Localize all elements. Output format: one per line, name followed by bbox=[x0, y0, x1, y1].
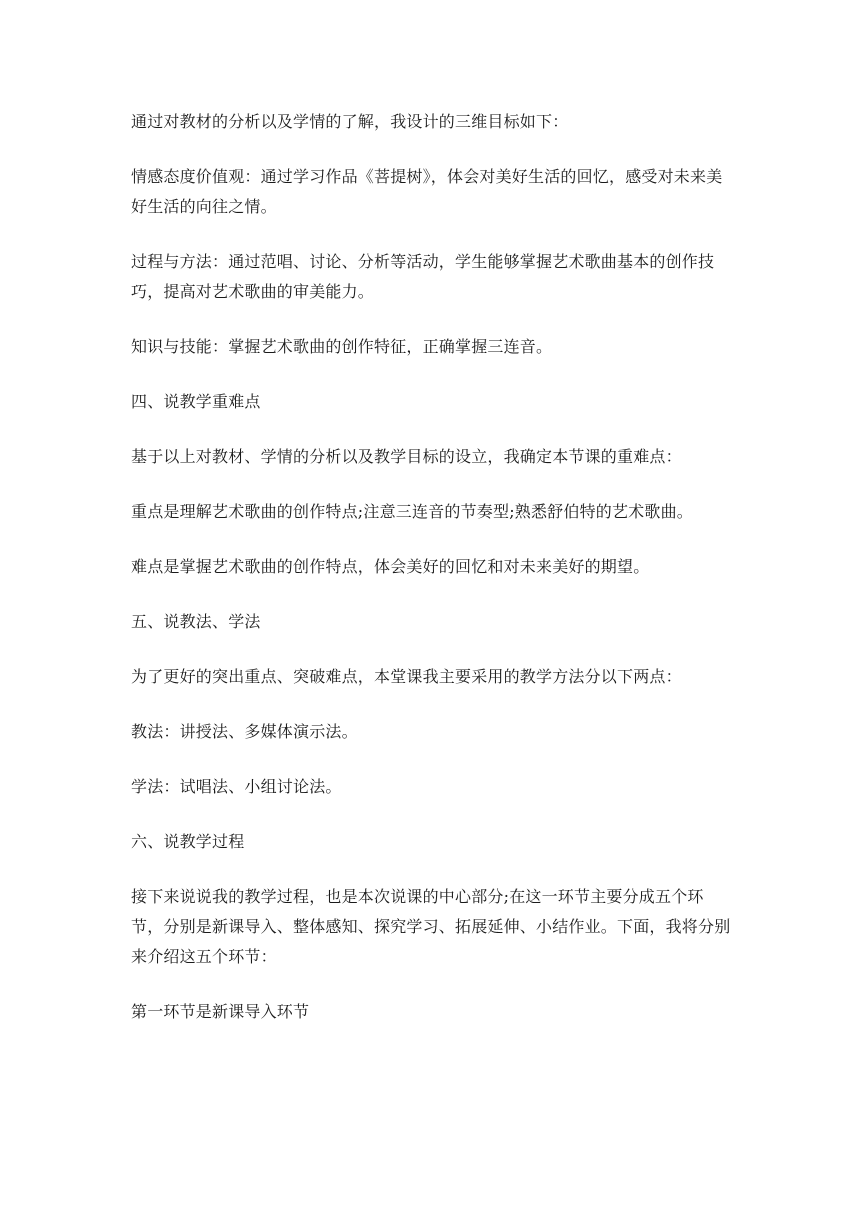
paragraph-methods-intro: 为了更好的突出重点、突破难点，本堂课我主要采用的教学方法分以下两点： bbox=[131, 667, 682, 686]
paragraph-key-point: 重点是理解艺术歌曲的创作特点;注意三连音的节奏型;熟悉舒伯特的艺术歌曲。 bbox=[131, 502, 693, 521]
paragraph-process-intro: 接下来说说我的教学过程，也是本次说课的中心部分;在这一环节主要分成五个环节，分别是新课导入、整体感知、探究学习、拓展延伸、小结作业。下面，我将分别来介绍这五个环节： bbox=[131, 887, 731, 966]
section-heading-process: 六、说教学过程 bbox=[131, 832, 245, 851]
section-heading-key-points: 四、说教学重难点 bbox=[131, 392, 261, 411]
paragraph-goals-intro: 通过对教材的分析以及学情的了解，我设计的三维目标如下： bbox=[131, 112, 569, 131]
paragraph-key-points-intro: 基于以上对教材、学情的分析以及教学目标的设立，我确定本节课的重难点： bbox=[131, 447, 682, 466]
paragraph-first-step: 第一环节是新课导入环节 bbox=[131, 1002, 310, 1021]
paragraph-emotion-goal: 情感态度价值观：通过学习作品《菩提树》，体会对美好生活的回忆，感受对未来美好生活的向往之情。 bbox=[131, 167, 723, 216]
paragraph-learning-method: 学法：试唱法、小组讨论法。 bbox=[131, 777, 342, 796]
document-body bbox=[131, 107, 731, 1052]
paragraph-teaching-method: 教法：讲授法、多媒体演示法。 bbox=[131, 722, 358, 741]
paragraph-difficult-point: 难点是掌握艺术歌曲的创作特点，体会美好的回忆和对未来美好的期望。 bbox=[131, 557, 650, 576]
paragraph-knowledge-goal: 知识与技能：掌握艺术歌曲的创作特征，正确掌握三连音。 bbox=[131, 337, 553, 356]
section-heading-methods: 五、说教法、学法 bbox=[131, 612, 261, 631]
paragraph-process-goal: 过程与方法：通过范唱、讨论、分析等活动，学生能够掌握艺术歌曲基本的创作技巧，提高对艺术歌曲的审美能力。 bbox=[131, 252, 715, 301]
